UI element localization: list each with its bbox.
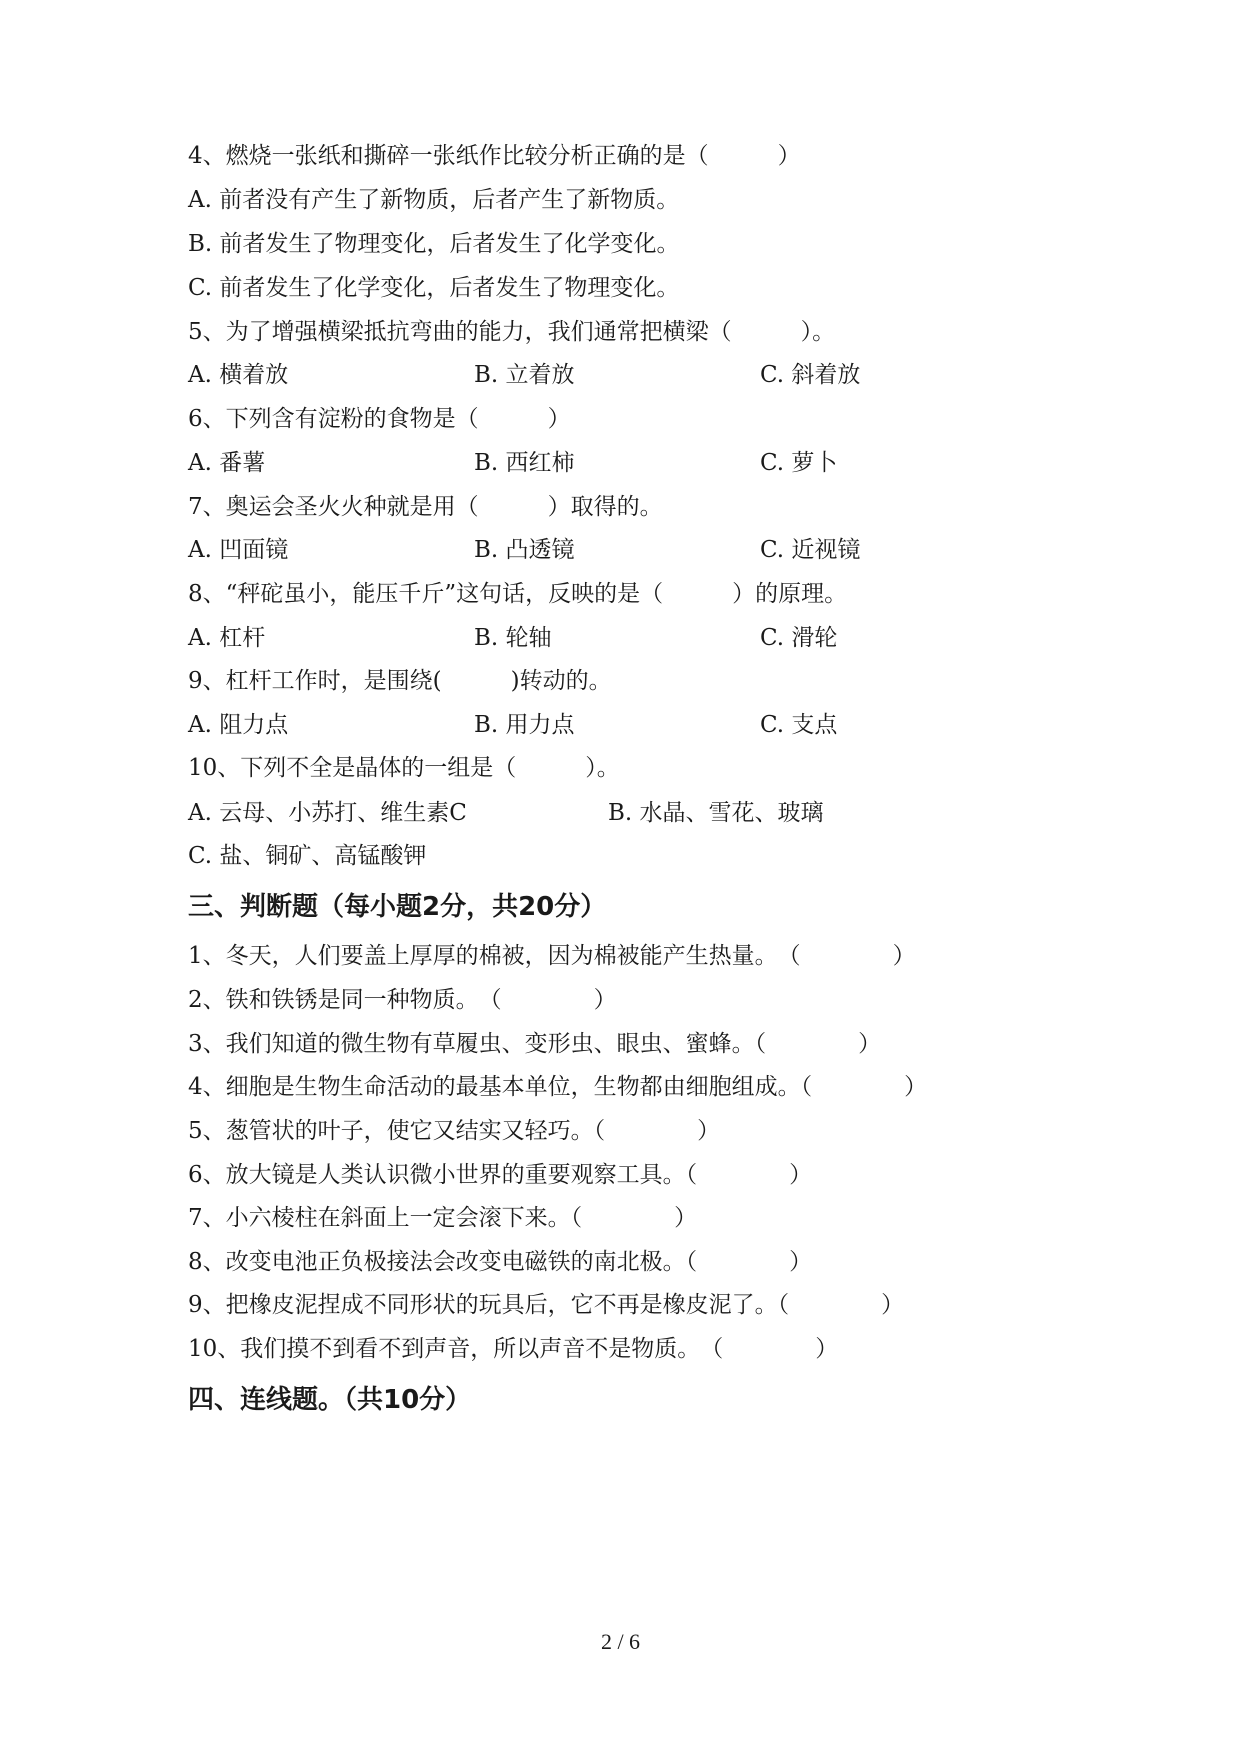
question-7: 7、奥运会圣火火种就是用（ ）取得的。 [188,494,663,520]
option-c: C. 近视镜 [760,537,861,563]
judgment-item-3: 3、我们知道的微生物有草履虫、变形虫、眼虫、蜜蜂。（ ） [188,1031,882,1057]
judgment-item-6: 6、放大镜是人类认识微小世界的重要观察工具。（ ） [188,1162,813,1188]
question-9: 9、杠杆工作时，是围绕( )转动的。 [188,668,612,694]
option-a: A. 杠杆 [188,625,266,651]
judgment-item-5: 5、葱管状的叶子，使它又结实又轻巧。（ ） [188,1118,721,1144]
judgment-item-7: 7、小六棱柱在斜面上一定会滚下来。（ ） [188,1205,698,1231]
page-number: 2 / 6 [600,1629,641,1654]
judgment-item-8: 8、改变电池正负极接法会改变电磁铁的南北极。（ ） [188,1249,813,1275]
option-b: B. 立着放 [474,362,575,388]
option-a: A. 番薯 [188,450,266,476]
option-c: C. 斜着放 [760,362,861,388]
option-c: C. 萝卜 [760,450,838,476]
option-b: B. 水晶、雪花、玻璃 [608,800,824,826]
question-10-options [188,798,1088,828]
question-10: 10、下列不全是晶体的一组是（ ）。 [188,755,620,781]
option-b: B. 凸透镜 [474,537,575,563]
option-b: B. 轮轴 [474,625,552,651]
option-a: A. 横着放 [188,362,289,388]
section-4-title: 四、连线题。（共10分） [188,1385,472,1415]
judgment-item-4: 4、细胞是生物生命活动的最基本单位，生物都由细胞组成。（ ） [188,1074,928,1100]
option-c: C. 滑轮 [760,625,838,651]
question-5: 5、为了增强横梁抵抗弯曲的能力，我们通常把横梁（ ）。 [188,319,836,345]
option-a: A. 阻力点 [188,712,289,738]
option-b: B. 用力点 [474,712,575,738]
question-4: 4、燃烧一张纸和撕碎一张纸作比较分析正确的是（ ） [188,143,801,169]
question-4-option-a: A. 前者没有产生了新物质，后者产生了新物质。 [188,187,680,213]
question-9-options [188,710,1088,740]
option-b: B. 西红柿 [474,450,575,476]
question-8: 8、“秤砣虽小，能压千斤”这句话，反映的是（ ）的原理。 [188,581,848,607]
question-6: 6、下列含有淀粉的食物是（ ） [188,406,571,432]
judgment-item-9: 9、把橡皮泥捏成不同形状的玩具后，它不再是橡皮泥了。（ ） [188,1292,905,1318]
section-3-title: 三、判断题（每小题2分，共20分） [188,892,607,922]
judgment-item-10: 10、我们摸不到看不到声音，所以声音不是物质。 （ ） [188,1336,839,1362]
option-c: C. 支点 [760,712,838,738]
question-10-option-c: C. 盐、铜矿、高锰酸钾 [188,843,427,869]
question-4-option-b: B. 前者发生了物理变化，后者发生了化学变化。 [188,231,680,257]
option-a: A. 凹面镜 [188,537,289,563]
question-8-options [188,623,1088,653]
option-a: A. 云母、小苏打、维生素C [188,800,467,826]
judgment-item-2: 2、铁和铁锈是同一种物质。 （ ） [188,987,617,1013]
judgment-item-1: 1、冬天，人们要盖上厚厚的棉被，因为棉被能产生热量。 （ ） [188,943,916,969]
question-6-options [188,448,1088,478]
question-5-options [188,360,1088,390]
question-4-option-c: C. 前者发生了化学变化，后者发生了物理变化。 [188,275,680,301]
question-7-options [188,535,1088,565]
